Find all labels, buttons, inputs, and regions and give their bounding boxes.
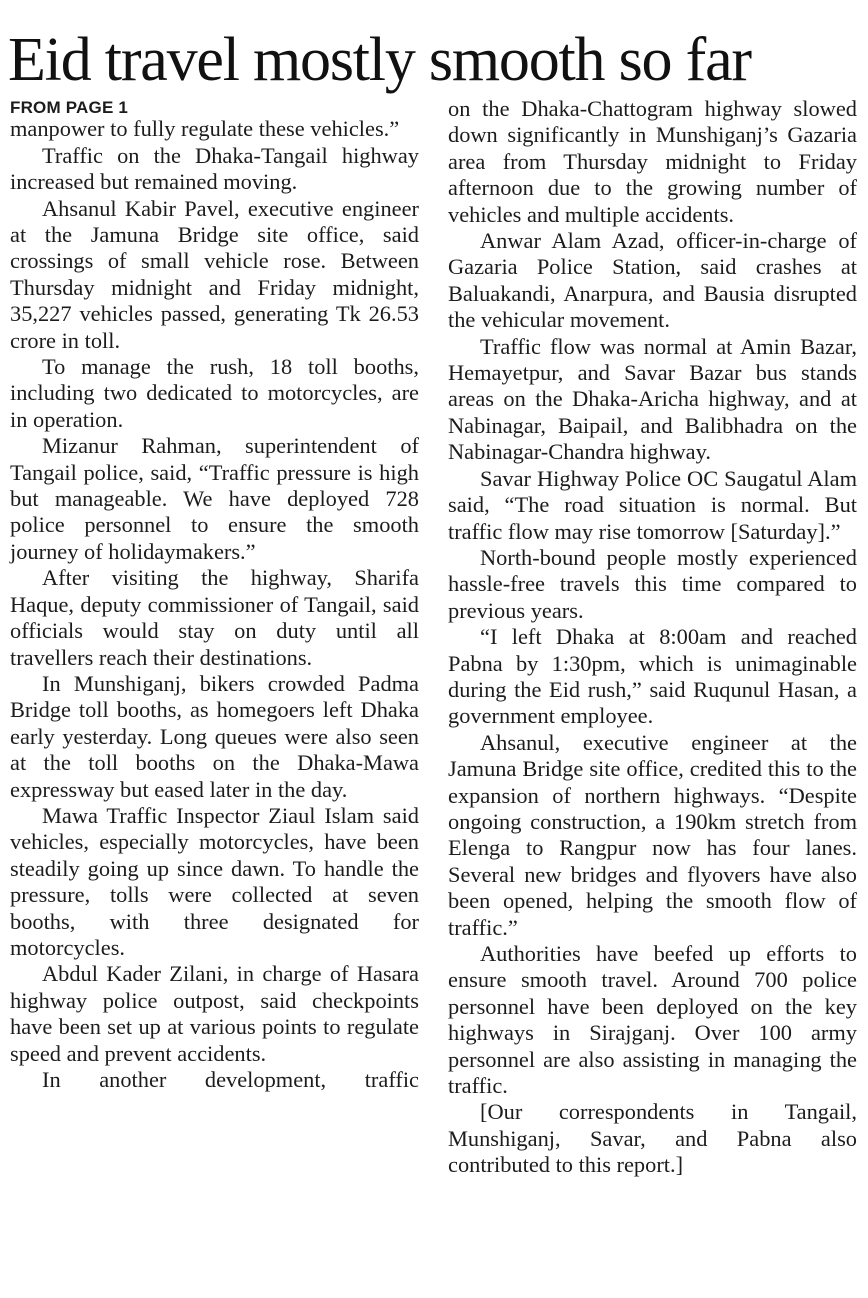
paragraph: Authorities have beefed up efforts to ensure smooth travel. Around 700 police personnel have been deployed on the key highways in Sirajganj. Over 100 army personnel are also assisting in managing the traffic. — [448, 941, 857, 1099]
paragraph: Anwar Alam Azad, officer-in-charge of Gazaria Police Station, said crashes at Baluakandi, Anarpura, and Bausia disrupted the vehicular movement. — [448, 228, 857, 333]
paragraph: To manage the rush, 18 toll booths, including two dedicated to motorcycles, are in operation. — [10, 354, 419, 432]
paragraph: Ahsanul Kabir Pavel, executive engineer at the Jamuna Bridge site office, said crossings of small vehicle rose. Between Thursday midnight and Friday midnight, 35,227 vehicles passed, generating Tk 26.53 crore in toll. — [10, 195, 419, 353]
paragraph: Mawa Traffic Inspector Ziaul Islam said vehicles, especially motorcycles, have been steadily going up since dawn. To handle the pressure, tolls were collected at seven booths, with three designated for motorcycles. — [10, 802, 419, 960]
paragraph: on the Dhaka-Chattogram highway slowed down significantly in Munshiganj’s Gazaria area from Thursday midnight to Friday afternoon due to the growing number of vehicles and multiple accidents. — [448, 96, 857, 227]
paragraph: [Our correspondents in Tangail, Munshiganj, Savar, and Pabna also contributed to this report.] — [448, 1099, 857, 1178]
paragraph: “I left Dhaka at 8:00am and reached Pabna by 1:30pm, which is unimaginable during the Eid rush,” said Ruqunul Hasan, a government employee. — [448, 624, 857, 729]
paragraph: North-bound people mostly experienced hassle-free travels this time compared to previous years. — [448, 544, 857, 623]
paragraph: manpower to fully regulate these vehicles.” — [10, 116, 400, 142]
paragraph: Ahsanul, executive engineer at the Jamuna Bridge site office, credited this to the expansion of northern highways. “Despite ongoing construction, a 190km stretch from Elenga to Rangpur now has four lanes. Several new bridges and flyovers have also been opened, helping the smooth flow of traffic.” — [448, 729, 857, 940]
paragraph: Traffic flow was normal at Amin Bazar, Hemayetpur, and Savar Bazar bus stands areas on the Dhaka-Aricha highway, and at Nabinagar, Baipail, and Balibhadra on the Nabinagar-Chandra highway. — [448, 333, 857, 465]
paragraph: Abdul Kader Zilani, in charge of Hasara highway police outpost, said checkpoints have been set up at various points to regulate speed and prevent accidents. — [10, 961, 419, 1066]
paragraph: Savar Highway Police OC Saugatul Alam said, “The road situation is normal. But traffic flow may rise tomorrow [Saturday].” — [448, 465, 857, 544]
paragraph-continues: In another development, traffic — [42, 1067, 419, 1093]
article-column-right — [448, 96, 857, 1179]
paragraph: Traffic on the Dhaka-Tangail highway increased but remained moving. — [10, 142, 419, 195]
article-column-left — [10, 95, 419, 1093]
headline: Eid travel mostly smooth so far — [8, 26, 751, 94]
paragraph: After visiting the highway, Sharifa Haque, deputy commissioner of Tangail, said officials would stay on duty until all travellers reach their destinations. — [10, 565, 419, 670]
paragraph: In Munshiganj, bikers crowded Padma Bridge toll booths, as homegoers left Dhaka early yesterday. Long queues were also seen at the toll booths on the Dhaka-Mawa expressway but eased later in the day. — [10, 670, 419, 802]
continued-from-kicker: FROM PAGE 1 — [10, 98, 129, 117]
paragraph: Mizanur Rahman, superintendent of Tangail police, said, “Traffic pressure is high but manageable. We have deployed 728 police personnel to ensure the smooth journey of holidaymakers.” — [10, 433, 419, 564]
